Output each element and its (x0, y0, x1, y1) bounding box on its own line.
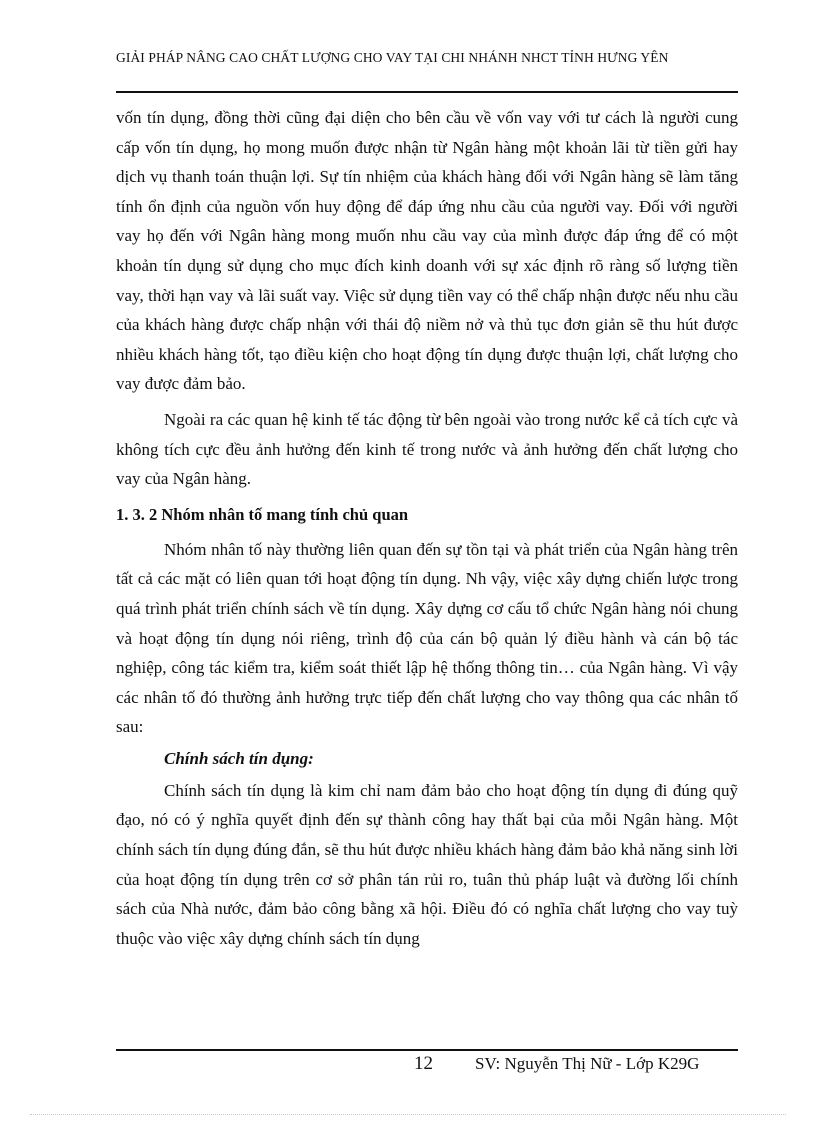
section-heading: 1. 3. 2 Nhóm nhân tố mang tính chủ quan (116, 504, 409, 524)
page-header: GIẢI PHÁP NÂNG CAO CHẤT LƯỢNG CHO VAY TẠI CHI NHÁNH NHCT TỈNH HƯNG YÊN (116, 50, 669, 65)
footer-divider (116, 1049, 738, 1051)
subheading-credit-policy: Chính sách tín dụng: (164, 748, 314, 768)
paragraph-4: Chính sách tín dụng là kim chỉ nam đảm bảo cho hoạt động tín dụng đi đúng quỹ đạo, nó có ý nghĩa quyết định đến sự thành công hay thất bại của mỗi Ngân hàng. Một chính sách tín dụng đúng đắn, sẽ thu hút được nhiều khách hàng đảm bảo khả năng sinh lời của hoạt động tín dụng trên cơ sở phân tán rủi ro, tuân thủ pháp luật và đường lối chính sách của Nhà nước, đảm bảo công bằng xã hội. Điều đó có nghĩa chất lượng cho vay tuỳ thuộc vào việc xây dựng chính sách tín dụng (116, 780, 738, 948)
paragraph-3: Nhóm nhân tố này thường liên quan đến sự tồn tại và phát triển của Ngân hàng trên tất cả các mặt có liên quan tới hoạt động tín dụng. Nh vậy, việc xây dựng chiến lược trong quá trình phát triển chính sách về tín dụng. Xây dựng cơ cấu tổ chức Ngân hàng nói chung và hoạt động tín dụng nói riêng, trình độ của cán bộ quản lý điều hành và cán bộ tác nghiệp, công tác kiểm tra, kiểm soát thiết lập hệ thống thông tin… của Ngân hàng. Vì vậy các nhân tố đó thường ảnh hưởng trực tiếp đến chất lượng cho vay thông qua các nhân tố sau: (116, 539, 738, 737)
page-number: 12 (414, 1053, 433, 1074)
header-divider (116, 91, 738, 93)
footer-author: SV: Nguyễn Thị Nữ - Lớp K29G (475, 1054, 700, 1073)
paragraph-1: vốn tín dụng, đồng thời cũng đại diện cho bên cầu về vốn vay với tư cách là người cung cấp vốn tín dụng, họ mong muốn được nhận từ Ngân hàng một khoản lãi từ tiền gửi hay dịch vụ thanh toán thuận lợi. Sự tín nhiệm của khách hàng đối với Ngân hàng sẽ làm tăng tính ổn định của nguồn vốn huy động để đáp ứng nhu cầu của người vay. Đối với người vay họ đến với Ngân hàng mong muốn nhu cầu vay của mình được đáp ứng để có một khoản tín dụng sử dụng cho mục đích kinh doanh với sự xác định rõ ràng số lượng tiền vay, thời hạn vay và lãi suất vay. Việc sử dụng tiền vay có thể chấp nhận được nếu nhu cầu của khách hàng được chấp nhận với thái độ niềm nở và thủ tục đơn giản sẽ thu hút được nhiều khách hàng tốt, tạo điều kiện cho hoạt động tín dụng được thuận lợi, chất lượng cho vay được đảm bảo. (116, 108, 738, 394)
page-bottom-dotted-line (30, 1114, 786, 1115)
paragraph-2: Ngoài ra các quan hệ kinh tế tác động từ bên ngoài vào trong nước kể cả tích cực và không tích cực đều ảnh hưởng đến kinh tế trong nước và ảnh hưởng đến chất lượng cho vay của Ngân hàng. (116, 409, 738, 489)
document-body (116, 103, 738, 953)
